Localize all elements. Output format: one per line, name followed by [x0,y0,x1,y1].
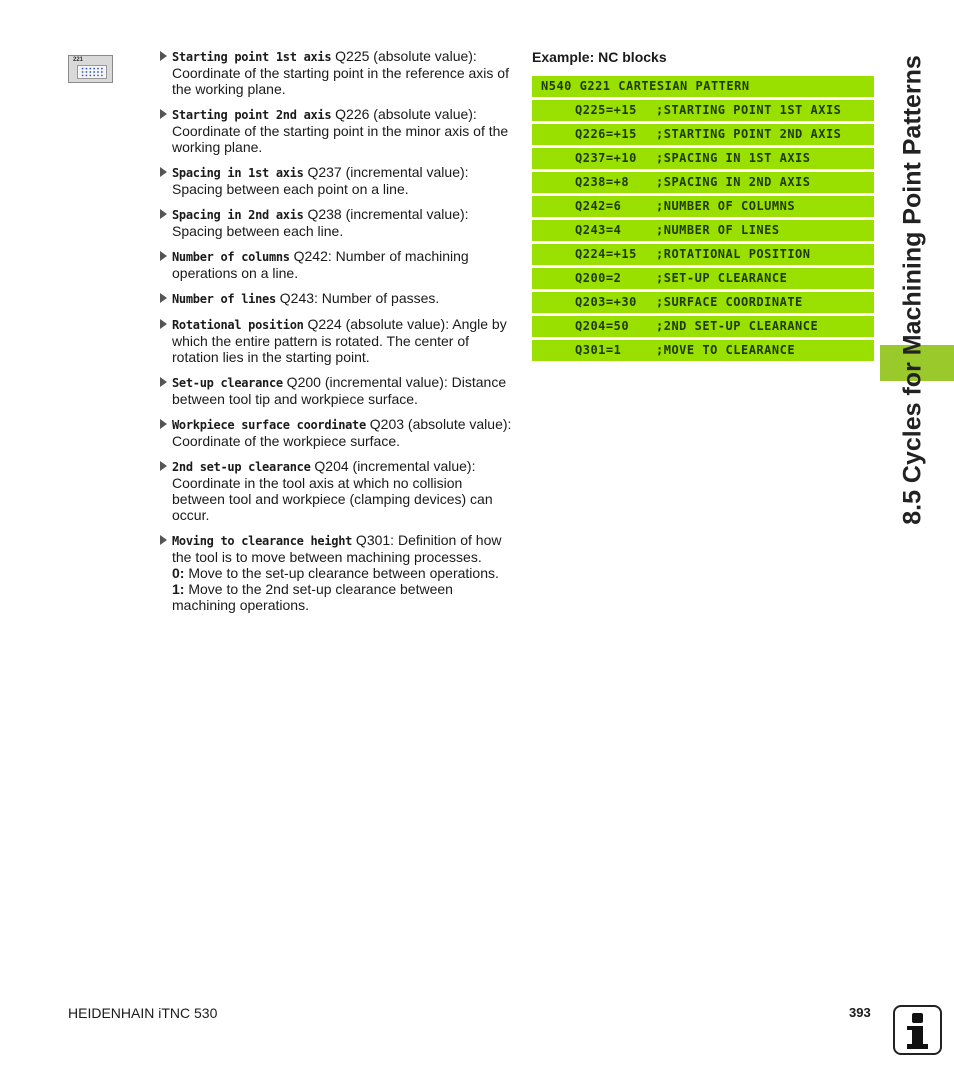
nc-comment: ;SPACING IN 2ND AXIS [656,175,811,189]
param-name: Number of lines [172,292,276,306]
nc-comment: ;MOVE TO CLEARANCE [656,343,796,357]
param-option-0 [172,565,518,581]
arrow-icon [160,109,167,119]
param-name: Spacing in 2nd axis [172,208,304,222]
param-name: Spacing in 1st axis [172,166,304,180]
nc-line [532,100,874,121]
param-spacing-1st-axis [158,164,518,197]
nc-param: Q226=+15 [575,127,637,141]
param-name: Moving to clearance height [172,534,353,548]
param-description: Q243: Number of passes. [275,290,440,306]
arrow-icon [160,209,167,219]
arrow-icon [160,461,167,471]
nc-param: Q243=4 [575,223,622,237]
param-description: Q204 (incremental value): Coordinate in the tool axis at which no collision between tool and workpiece (clamping devices) can occur. [172,458,493,523]
arrow-icon [160,535,167,545]
param-option-1 [172,581,518,613]
param-name: Starting point 1st axis [172,50,332,64]
nc-line [532,148,874,169]
param-moving-to-clearance-height [158,532,518,613]
param-number-of-columns [158,248,518,281]
nc-comment: ;SURFACE COORDINATE [656,295,803,309]
nc-param: Q204=50 [575,319,630,333]
option-key: 1: [172,581,185,597]
nc-header: N540 G221 CARTESIAN PATTERN [541,79,750,93]
info-icon-dot [912,1013,923,1023]
nc-param: Q200=2 [575,271,622,285]
nc-param: Q203=+30 [575,295,637,309]
nc-param: Q237=+10 [575,151,637,165]
param-description: Q237 (incremental value): Spacing between each point on a line. [172,164,469,197]
param-description: Q225 (absolute value): Coordinate of the starting point in the reference axis of the working plane. [172,48,509,97]
nc-param: Q238=+8 [575,175,630,189]
arrow-icon [160,319,167,329]
nc-param: Q224=+15 [575,247,637,261]
nc-line [532,244,874,265]
section-title-text: 8.5 Cycles for Machining Point Patterns [898,55,927,525]
param-description: Q226 (absolute value): Coordinate of the starting point in the minor axis of the working plane. [172,106,509,155]
cycle-number: 221 [73,57,84,63]
param-description: Q242: Number of machining operations on a line. [172,248,469,281]
arrow-icon [160,377,167,387]
info-icon-base [907,1044,928,1049]
param-description: Q301: Definition of how the tool is to move between machining processes. [172,532,502,565]
nc-block-listing [532,76,874,364]
param-spacing-2nd-axis [158,206,518,239]
param-name: Rotational position [172,318,304,332]
arrow-icon [160,51,167,61]
nc-param: Q242=6 [575,199,622,213]
param-set-up-clearance [158,374,518,407]
param-rotational-position [158,316,518,365]
nc-header-line [532,76,874,97]
nc-comment: ;ROTATIONAL POSITION [656,247,811,261]
arrow-icon [160,293,167,303]
nc-comment: ;STARTING POINT 1ST AXIS [656,103,842,117]
param-description: Q238 (incremental value): Spacing between each line. [172,206,469,239]
param-description: Q203 (absolute value): Coordinate of the workpiece surface. [172,416,512,449]
param-workpiece-surface-coordinate [158,416,518,449]
footer-manual-name: HEIDENHAIN iTNC 530 [68,1005,218,1021]
nc-line [532,316,874,337]
nc-line [532,220,874,241]
point-grid-graphic [77,65,107,79]
param-description: Q224 (absolute value): Angle by which the entire pattern is rotated. The center of rotation lies in the starting point. [172,316,507,365]
nc-comment: ;NUMBER OF COLUMNS [656,199,796,213]
nc-comment: ;SET-UP CLEARANCE [656,271,788,285]
nc-line [532,340,874,361]
param-name: Set-up clearance [172,376,283,390]
param-name: Workpiece surface coordinate [172,418,366,432]
page-number: 393 [849,1005,871,1020]
arrow-icon [160,167,167,177]
param-name: Starting point 2nd axis [172,108,332,122]
nc-comment: ;SPACING IN 1ST AXIS [656,151,811,165]
param-number-of-lines [158,290,518,307]
nc-comment: ;STARTING POINT 2ND AXIS [656,127,842,141]
nc-line [532,172,874,193]
param-starting-point-2nd-axis [158,106,518,155]
nc-line [532,196,874,217]
param-starting-point-1st-axis [158,48,518,97]
option-text: Move to the set-up clearance between operations. [184,565,499,581]
option-text: Move to the 2nd set-up clearance between machining operations. [172,581,453,613]
nc-param: Q225=+15 [575,103,637,117]
arrow-icon [160,419,167,429]
arrow-icon [160,251,167,261]
nc-comment: ;NUMBER OF LINES [656,223,780,237]
parameter-list [158,48,518,622]
nc-comment: ;2ND SET-UP CLEARANCE [656,319,819,333]
option-key: 0: [172,565,185,581]
param-name: 2nd set-up clearance [172,460,311,474]
param-2nd-set-up-clearance [158,458,518,523]
cycle-221-icon [68,55,113,83]
nc-line [532,292,874,313]
nc-line [532,268,874,289]
nc-param: Q301=1 [575,343,622,357]
example-title: Example: NC blocks [532,49,667,65]
param-description: Q200 (incremental value): Distance between tool tip and workpiece surface. [172,374,507,407]
param-name: Number of columns [172,250,290,264]
info-icon [893,1005,942,1055]
nc-line [532,124,874,145]
